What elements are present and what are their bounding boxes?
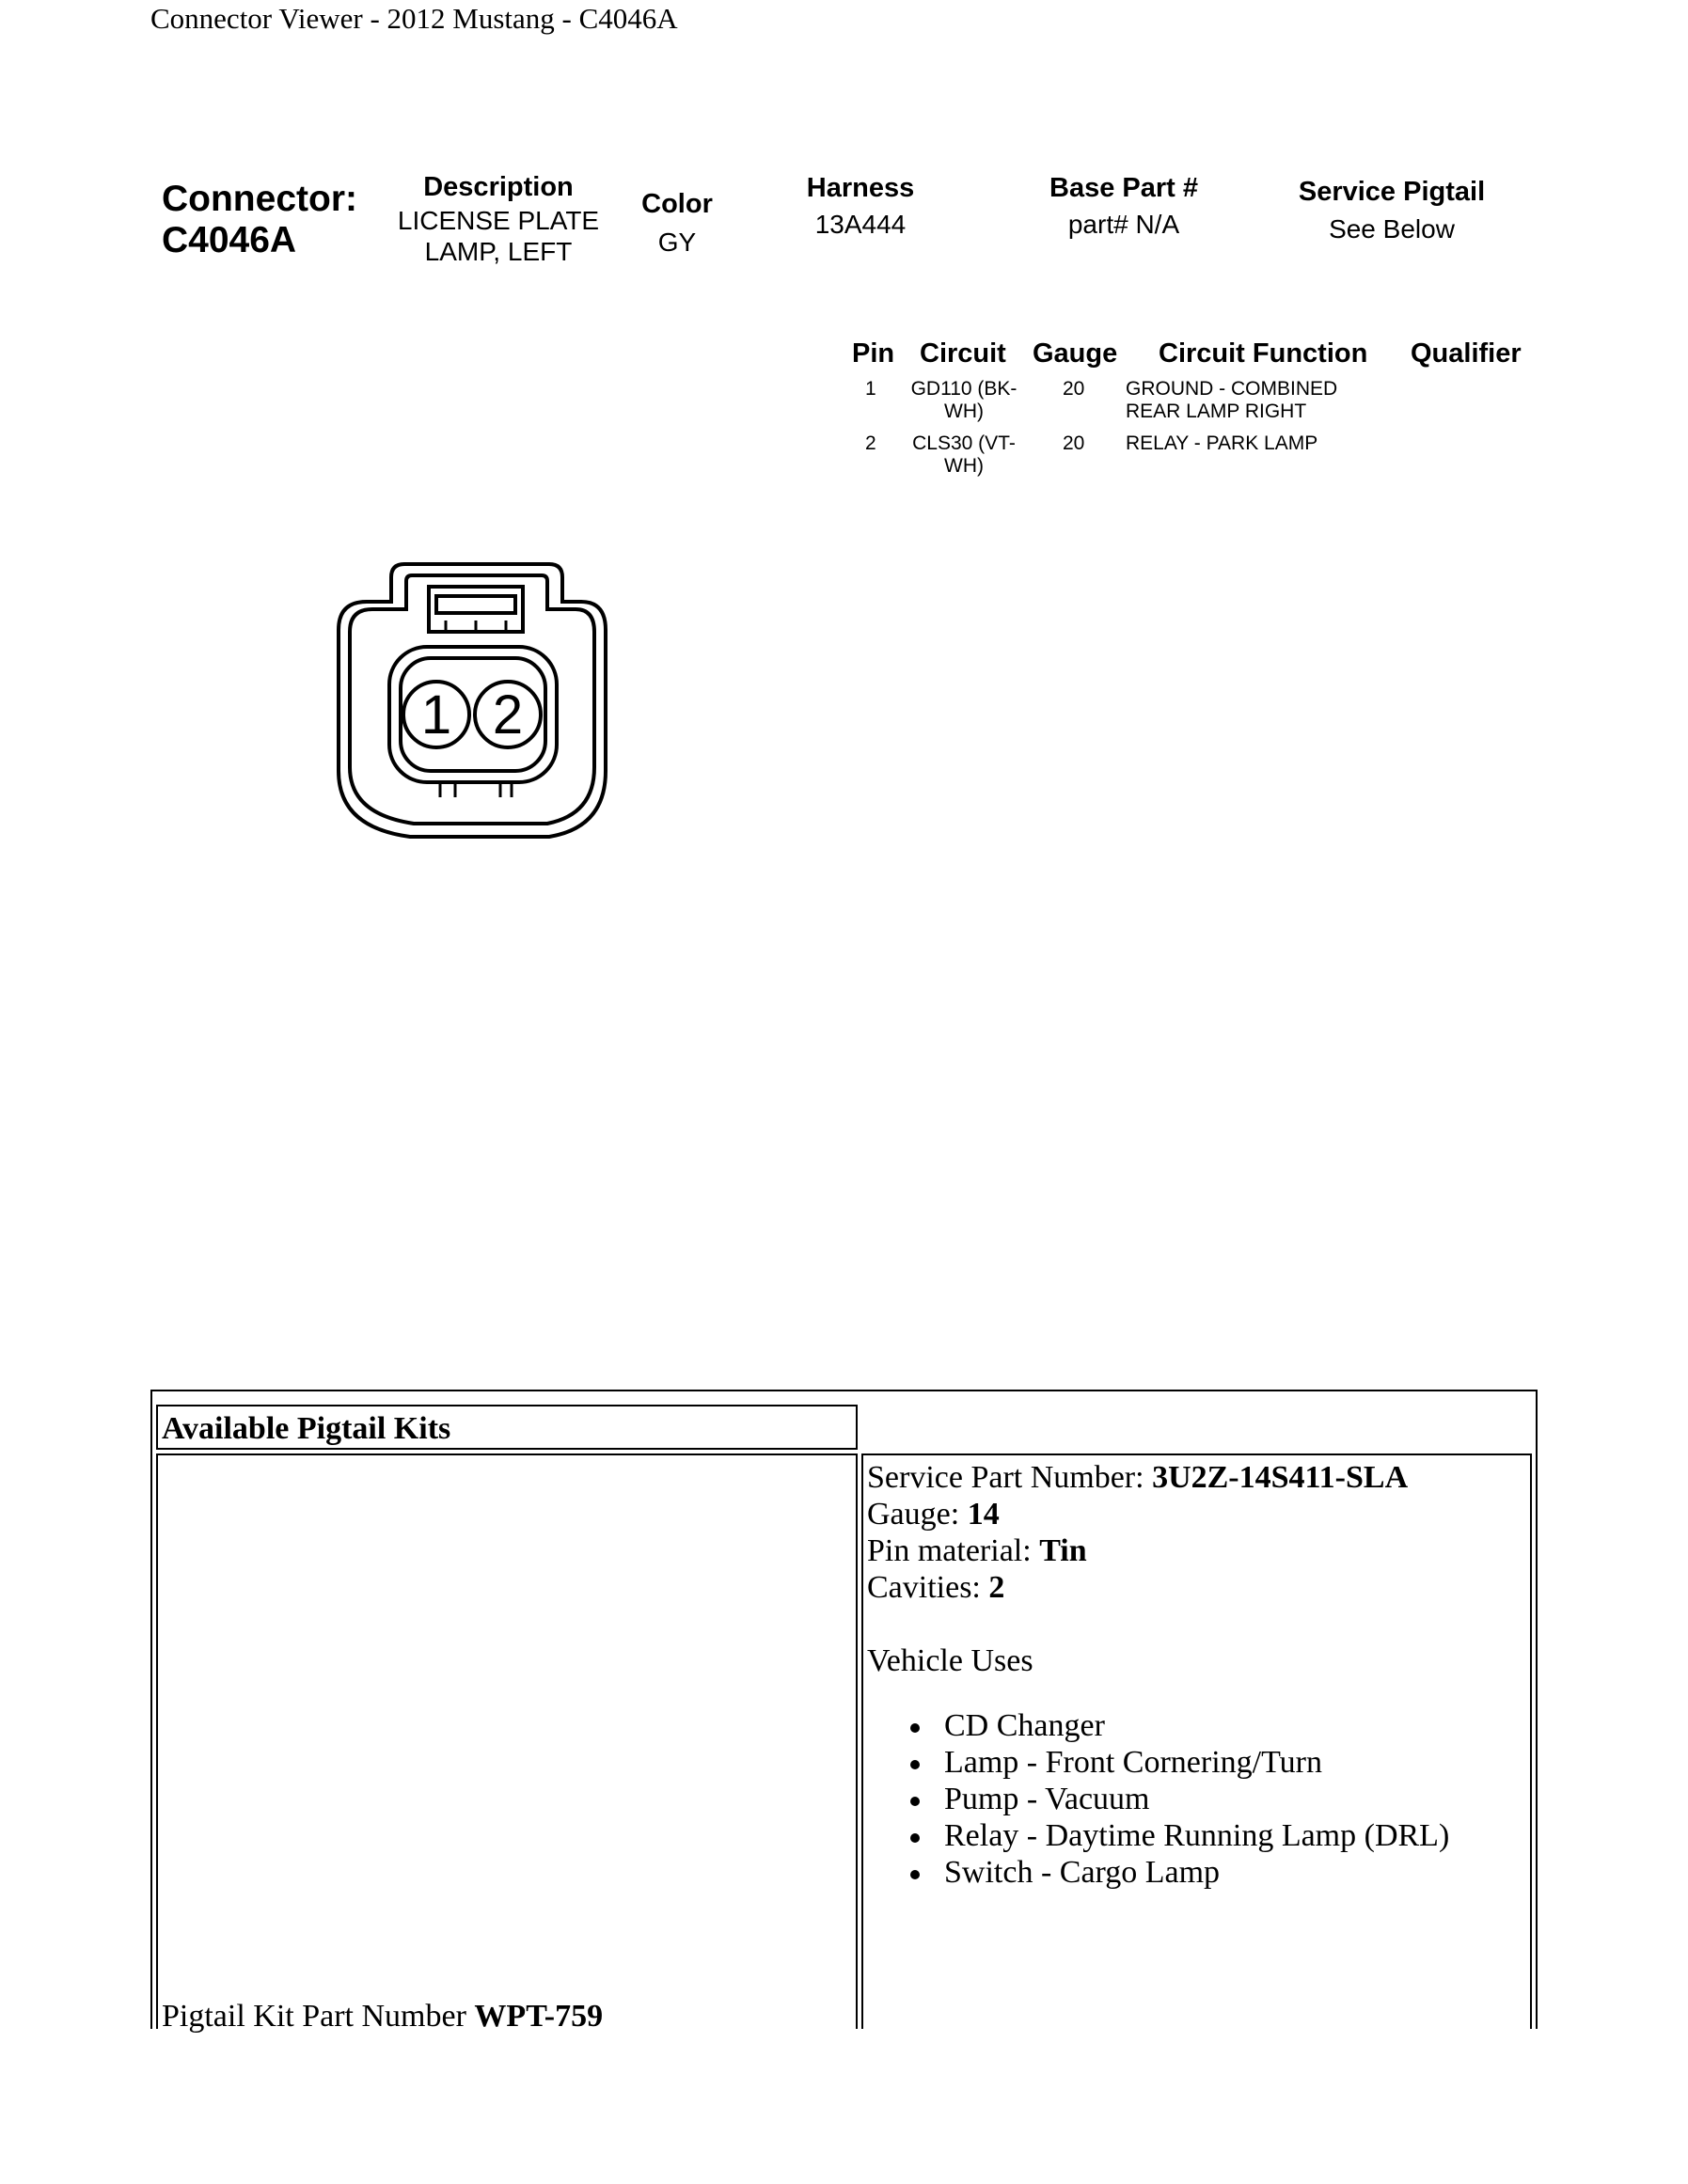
description-column: [386, 171, 611, 267]
pin-circuit: [898, 432, 1030, 478]
service-part-value: 3U2Z-14S411-SLA: [1152, 1460, 1409, 1495]
pin-material: [867, 1532, 1087, 1569]
base-part-value: part# N/A: [1067, 210, 1180, 239]
service-part-number: [867, 1459, 1408, 1496]
gauge-header: Gauge: [1033, 338, 1118, 369]
page-title: Connector Viewer - 2012 Mustang - C4046A: [150, 2, 678, 35]
cavities: [867, 1569, 1004, 1606]
pin-circuit: [898, 378, 1030, 423]
vehicle-uses-list: [910, 1707, 1449, 1891]
connector-id: C4046A: [162, 220, 297, 260]
base-part-column: [1034, 172, 1213, 240]
color-value: GY: [657, 228, 697, 257]
pin-function-line1: GROUND - COMBINED: [1126, 378, 1338, 400]
service-pigtail-column: [1284, 176, 1500, 244]
kit-part-label: Pigtail Kit Part Number: [162, 1999, 475, 2034]
pin-material-value: Tin: [1039, 1533, 1087, 1568]
service-part-label: Service Part Number:: [867, 1460, 1153, 1495]
pin-gauge: 20: [1063, 432, 1085, 454]
pin-number: 1: [865, 378, 876, 400]
pigtail-gauge-label: Gauge:: [867, 1497, 968, 1532]
list-item: Switch - Cargo Lamp: [910, 1854, 1449, 1891]
base-part-header: Base Part #: [1049, 173, 1198, 203]
vehicle-uses-label: Vehicle Uses: [867, 1643, 1033, 1678]
service-pigtail-value: See Below: [1329, 214, 1455, 244]
description-header: Description: [423, 172, 574, 202]
cavities-value: 2: [988, 1570, 1005, 1605]
harness-value: 13A444: [814, 210, 907, 239]
service-pigtail-header: Service Pigtail: [1298, 177, 1486, 207]
pin-circuit-line1: GD110 (BK-: [910, 378, 1018, 400]
qualifier-header: Qualifier: [1411, 338, 1522, 369]
description-value-line1: LICENSE PLATE: [397, 206, 600, 235]
list-item: CD Changer: [910, 1707, 1449, 1744]
pin-circuit-line2: WH): [944, 401, 984, 422]
pin-cavity-label: 1: [420, 684, 452, 746]
pin-header: Pin: [852, 338, 895, 369]
list-item: Pump - Vacuum: [910, 1781, 1449, 1817]
connector-label: [162, 179, 357, 261]
list-item: Relay - Daytime Running Lamp (DRL): [910, 1817, 1449, 1854]
pin-circuit-line2: WH): [944, 455, 984, 477]
pigtail-kit-part-number: [162, 1998, 603, 2035]
pin-gauge: 20: [1063, 378, 1085, 400]
list-item: Lamp - Front Cornering/Turn: [910, 1744, 1449, 1781]
circuit-function-header: Circuit Function: [1159, 338, 1368, 369]
pigtail-image-cell: [156, 1453, 858, 2029]
harness-header: Harness: [806, 173, 915, 203]
color-column: [630, 188, 724, 258]
kit-part-value: WPT-759: [474, 1999, 604, 2034]
pin-function: [1126, 432, 1317, 455]
pigtail-kits-header: Available Pigtail Kits: [162, 1411, 451, 1446]
description-value-line2: LAMP, LEFT: [424, 237, 573, 266]
color-header: Color: [641, 189, 713, 219]
pin-circuit-line1: CLS30 (VT-: [912, 432, 1016, 454]
circuit-header: Circuit: [920, 338, 1006, 369]
pin-function-line1: RELAY - PARK LAMP: [1126, 432, 1318, 454]
cavities-label: Cavities:: [867, 1570, 989, 1605]
pin-material-label: Pin material:: [867, 1533, 1040, 1568]
connector-label-text: Connector:: [162, 179, 357, 219]
harness-column: [790, 172, 931, 240]
connector-face-drawing: [335, 545, 617, 846]
pin-function: [1126, 378, 1337, 423]
pin-cavity-label: 2: [492, 684, 524, 746]
pigtail-gauge-value: 14: [967, 1497, 1000, 1532]
pin-number: 2: [865, 432, 876, 454]
pin-function-line2: REAR LAMP RIGHT: [1126, 401, 1307, 422]
pigtail-gauge: [867, 1496, 1000, 1532]
